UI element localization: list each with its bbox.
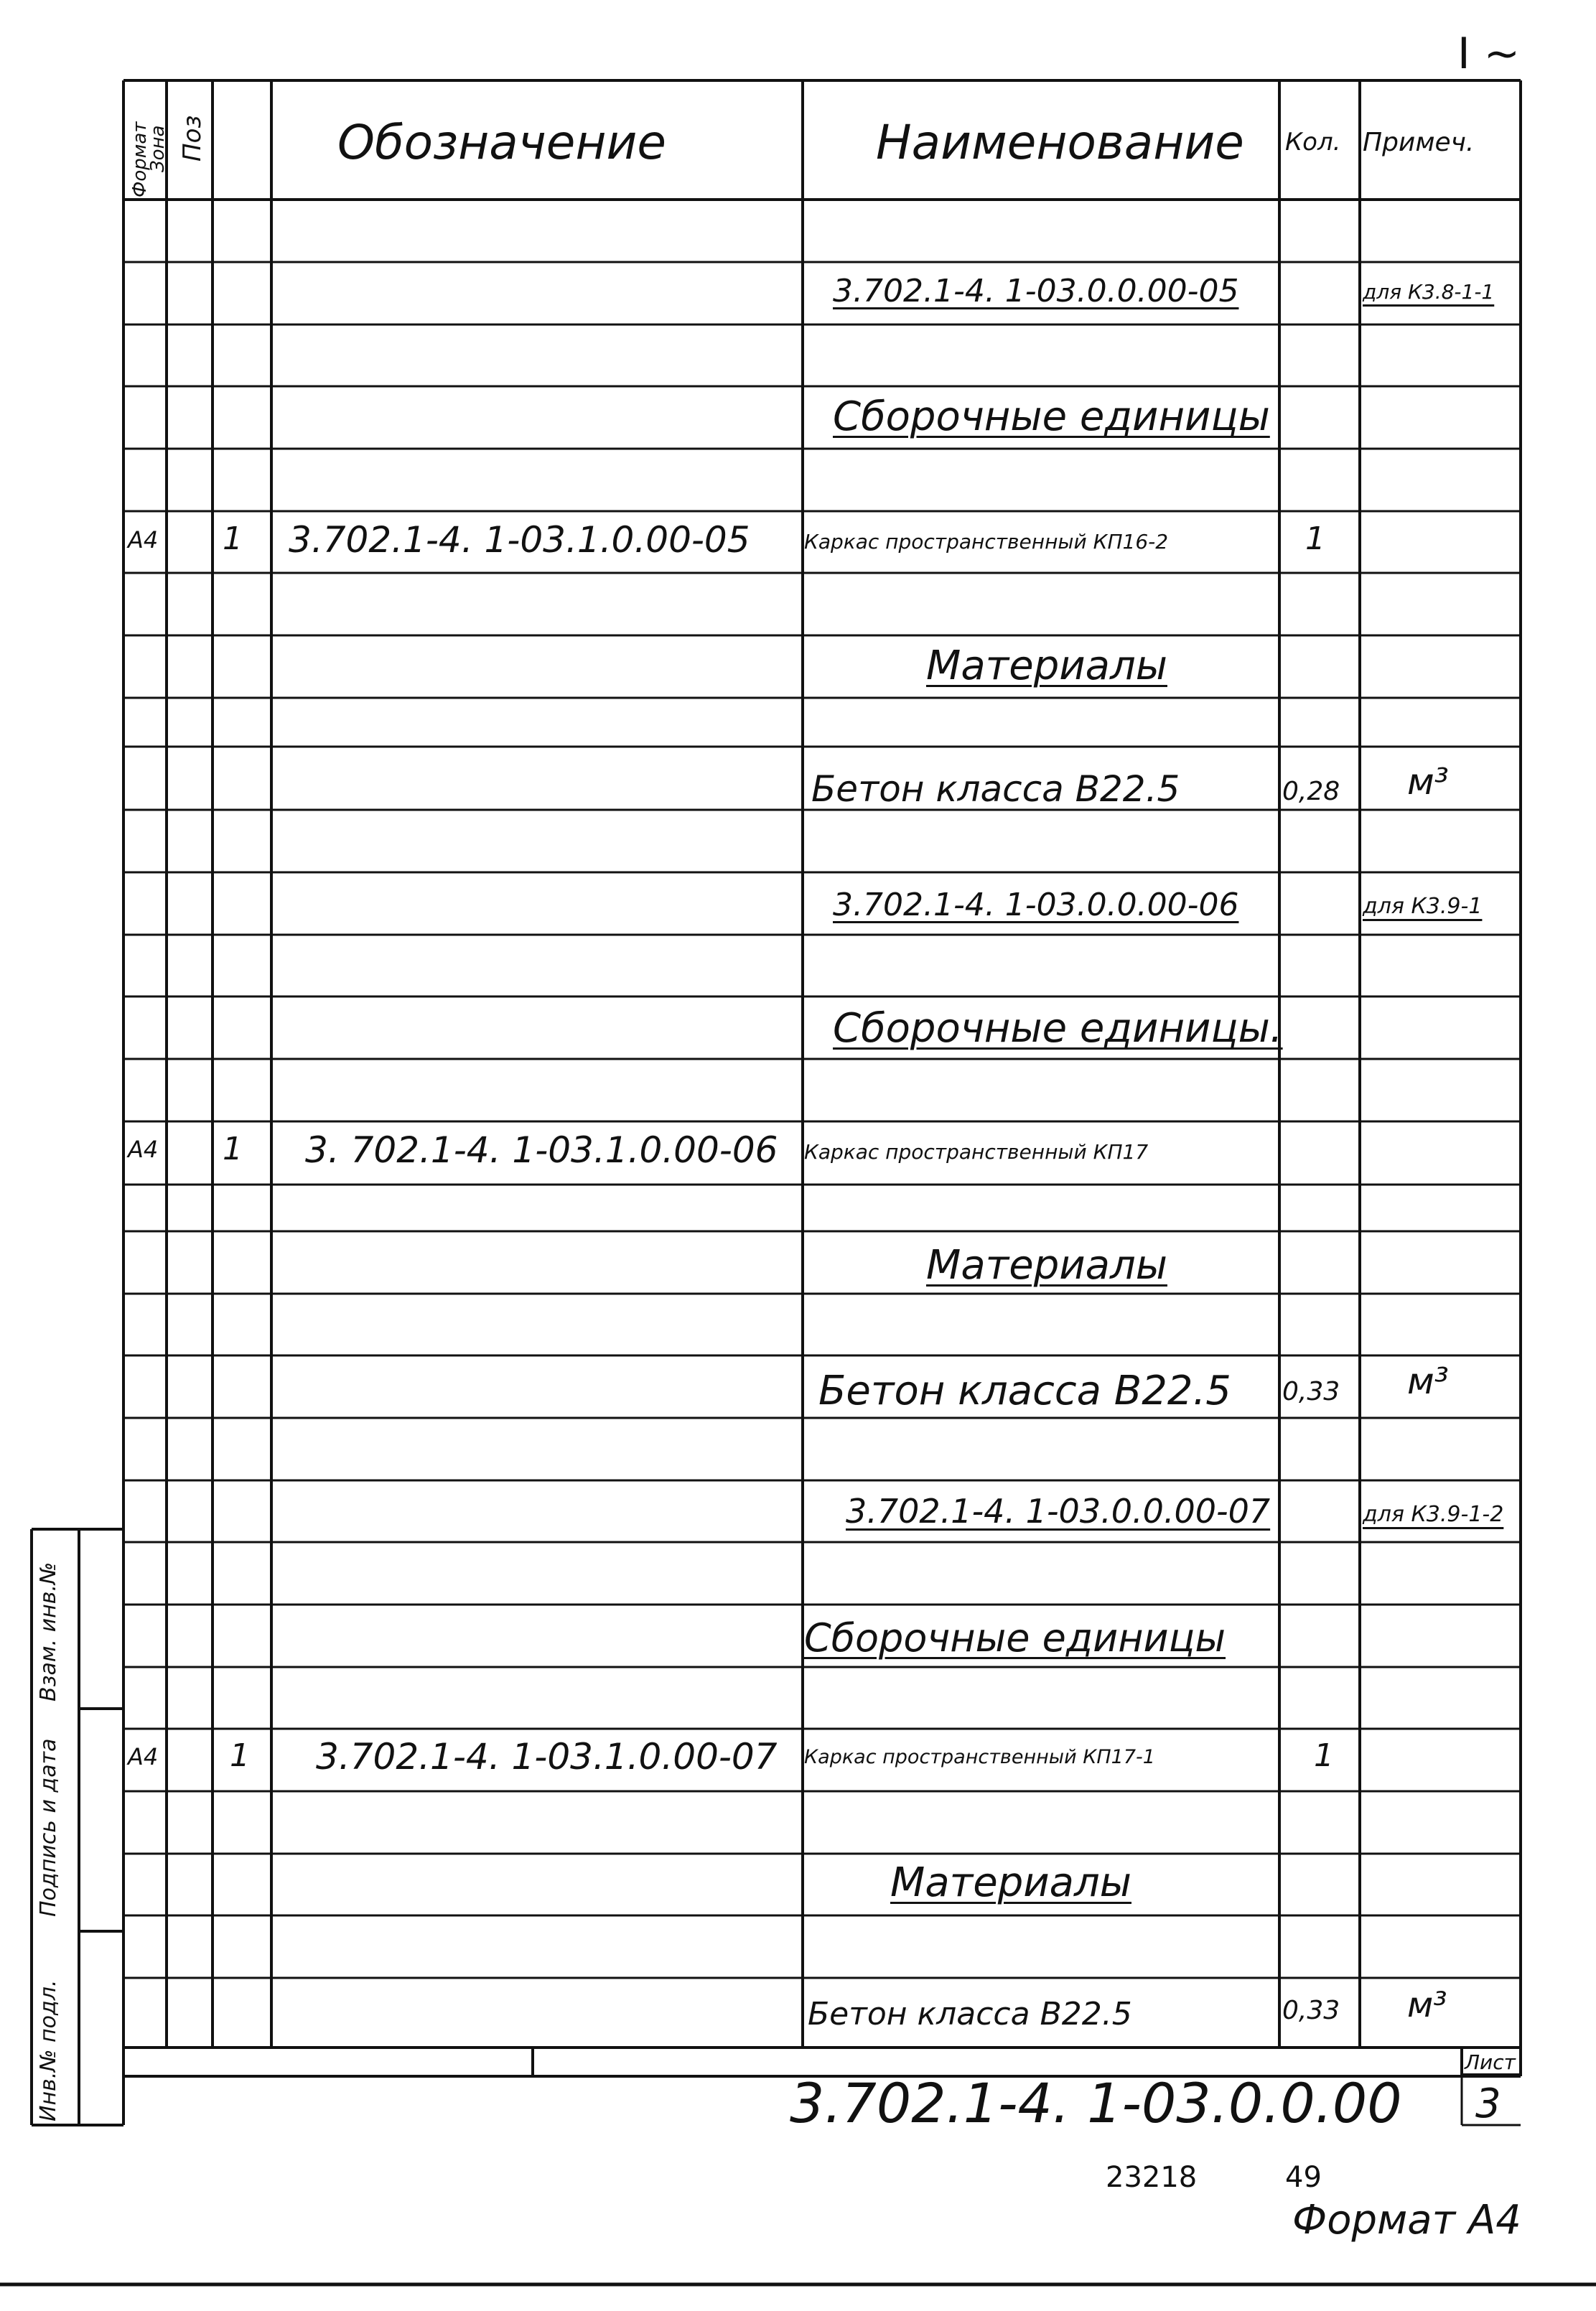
row-designation: 3.702.1-4. 1-03.1.0.00-07: [316, 1736, 778, 1778]
page-number: 49: [1285, 2161, 1322, 2194]
stamp-inv-podl: Инв.№ подл.: [36, 1979, 61, 2121]
row-note: м³: [1407, 1360, 1449, 1402]
header-designation: Обозначение: [337, 115, 666, 170]
row-designation: 3. 702.1-4. 1-03.1.0.00-06: [305, 1129, 778, 1171]
row-qty: 0,33: [1282, 1996, 1340, 2025]
row-qty: 0,33: [1282, 1377, 1340, 1406]
section-heading: Материалы: [890, 1859, 1131, 1906]
section-heading: Сборочные единицы.: [833, 1005, 1283, 1052]
row-pos: 1: [223, 1131, 243, 1167]
stamp-vzam: Взам. инв.№: [36, 1561, 61, 1701]
row-designation: 3.702.1-4. 1-03.1.0.00-05: [289, 519, 750, 561]
row-format: А4: [128, 1136, 159, 1163]
section-heading: Сборочные единицы: [804, 1615, 1226, 1661]
row-note: для К3.9-1-2: [1363, 1502, 1504, 1527]
section-heading: Материалы: [926, 643, 1167, 689]
sheet-number: 3: [1475, 2081, 1501, 2127]
row-name: Бетон класса В22.5: [811, 768, 1180, 810]
row-name: 3.702.1-4. 1-03.0.0.00-05: [833, 273, 1239, 309]
section-heading: Материалы: [926, 1242, 1167, 1289]
row-format: А4: [128, 1743, 159, 1770]
sheet-label: Лист: [1465, 2050, 1516, 2074]
header-qty: Кол.: [1285, 128, 1341, 157]
header-format: Формат: [129, 121, 151, 197]
row-name: Бетон класса В22.5: [808, 1996, 1132, 2032]
stamp-podpis: Подпись и дата: [36, 1738, 61, 1917]
row-qty: 0,28: [1282, 777, 1340, 806]
header-zone: Зона: [147, 125, 169, 172]
row-name: Каркас пространственный КП16-2: [804, 530, 1169, 554]
row-name: 3.702.1-4. 1-03.0.0.00-07: [846, 1492, 1271, 1531]
row-name: Каркас пространственный КП17: [804, 1140, 1149, 1164]
row-note: для К3.8-1-1: [1363, 280, 1495, 304]
row-note: м³: [1407, 761, 1449, 803]
row-note: для К3.9-1: [1363, 894, 1483, 919]
row-name: 3.702.1-4. 1-03.0.0.00-06: [833, 887, 1239, 923]
header-pos: Поз: [178, 115, 207, 162]
header-note: Примеч.: [1363, 128, 1475, 157]
row-pos: 1: [230, 1737, 250, 1774]
archive-number: 23218: [1106, 2161, 1198, 2194]
row-name: Каркас пространственный КП17-1: [804, 1746, 1155, 1768]
section-heading: Сборочные единицы: [833, 393, 1270, 440]
row-note: м³: [1407, 1985, 1447, 2025]
row-name: Бетон класса В22.5: [818, 1368, 1231, 1414]
row-qty: 1: [1305, 520, 1325, 557]
doc-number: 3.702.1-4. 1-03.0.0.00: [790, 2071, 1402, 2135]
row-pos: 1: [223, 520, 243, 557]
corner-mark: I ~: [1457, 29, 1521, 79]
header-name: Наименование: [876, 115, 1244, 170]
row-format: А4: [128, 526, 159, 554]
row-qty: 1: [1314, 1737, 1334, 1774]
format-label: Формат А4: [1292, 2197, 1521, 2244]
